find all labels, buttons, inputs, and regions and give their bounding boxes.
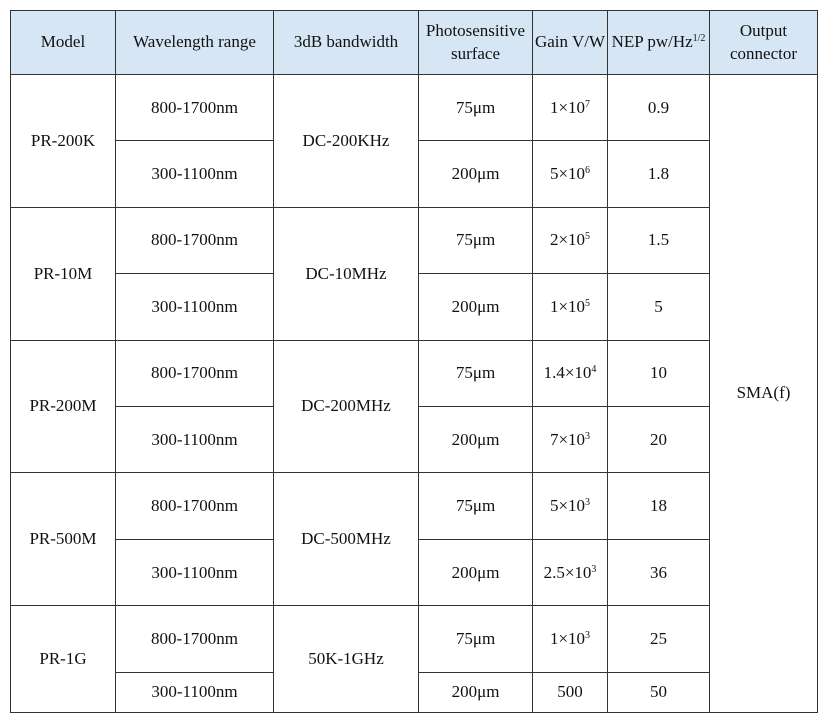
bandwidth-cell: DC-500MHz	[274, 473, 419, 606]
gain-exp: 4	[591, 364, 597, 376]
model-cell: PR-200M	[11, 340, 116, 473]
gain-base: 5×10	[549, 496, 586, 516]
nep-cell: 0.9	[608, 75, 710, 141]
wavelength-cell: 300-1100nm	[116, 407, 274, 473]
gain-cell	[533, 141, 608, 207]
gain-base: 7×10	[549, 429, 586, 449]
surface-cell: 200μm	[419, 407, 533, 473]
gain-cell	[533, 407, 608, 473]
wavelength-cell: 300-1100nm	[116, 274, 274, 340]
bandwidth-cell: DC-200KHz	[274, 75, 419, 208]
table-row	[11, 473, 818, 539]
gain-exp: 3	[585, 629, 591, 641]
wavelength-cell: 800-1700nm	[116, 207, 274, 273]
nep-cell: 5	[608, 274, 710, 340]
wavelength-cell: 800-1700nm	[116, 340, 274, 406]
gain-base: 5×10	[549, 164, 586, 184]
bandwidth-cell: DC-200MHz	[274, 340, 419, 473]
model-cell: PR-10M	[11, 207, 116, 340]
header-row	[11, 11, 818, 75]
gain-base: 1.4×10	[543, 363, 592, 383]
output-connector-cell: SMA(f)	[710, 75, 818, 713]
nep-cell: 25	[608, 606, 710, 672]
gain-exp: 3	[585, 497, 591, 509]
header-nep-base: NEP pw/Hz	[611, 32, 693, 52]
nep-cell: 20	[608, 407, 710, 473]
header-surface: Photosensitive surface	[419, 11, 533, 75]
gain-exp: 5	[585, 231, 591, 243]
gain-base: 2.5×10	[543, 562, 592, 582]
gain-base: 1×10	[549, 296, 586, 316]
nep-cell: 50	[608, 672, 710, 712]
header-nep	[608, 11, 710, 75]
gain-cell	[533, 274, 608, 340]
gain-exp: 7	[585, 98, 591, 110]
wavelength-cell: 800-1700nm	[116, 473, 274, 539]
header-wavelength: Wavelength range	[116, 11, 274, 75]
header-model: Model	[11, 11, 116, 75]
surface-cell: 75μm	[419, 606, 533, 672]
gain-exp: 5	[585, 297, 591, 309]
table-row	[11, 75, 818, 141]
header-output: Output connector	[710, 11, 818, 75]
wavelength-cell: 300-1100nm	[116, 539, 274, 605]
gain-cell	[533, 606, 608, 672]
gain-cell	[533, 672, 608, 712]
header-gain: Gain V/W	[533, 11, 608, 75]
surface-cell: 75μm	[419, 75, 533, 141]
bandwidth-cell: DC-10MHz	[274, 207, 419, 340]
gain-exp: 3	[591, 563, 597, 575]
table-row	[11, 207, 818, 273]
table-row	[11, 340, 818, 406]
gain-cell	[533, 539, 608, 605]
gain-base: 500	[557, 682, 583, 702]
header-nep-sup: 1/2	[692, 33, 706, 45]
model-cell: PR-1G	[11, 606, 116, 713]
surface-cell: 75μm	[419, 473, 533, 539]
nep-cell: 1.5	[608, 207, 710, 273]
surface-cell: 75μm	[419, 207, 533, 273]
gain-cell	[533, 340, 608, 406]
model-cell: PR-200K	[11, 75, 116, 208]
gain-exp: 3	[585, 430, 591, 442]
nep-cell: 18	[608, 473, 710, 539]
surface-cell: 200μm	[419, 539, 533, 605]
spec-table	[10, 10, 818, 713]
bandwidth-cell: 50K-1GHz	[274, 606, 419, 713]
nep-cell: 36	[608, 539, 710, 605]
header-bandwidth: 3dB bandwidth	[274, 11, 419, 75]
surface-cell: 200μm	[419, 672, 533, 712]
gain-base: 1×10	[549, 97, 586, 117]
wavelength-cell: 300-1100nm	[116, 672, 274, 712]
wavelength-cell: 300-1100nm	[116, 141, 274, 207]
gain-exp: 6	[585, 165, 591, 177]
surface-cell: 200μm	[419, 141, 533, 207]
wavelength-cell: 800-1700nm	[116, 75, 274, 141]
surface-cell: 200μm	[419, 274, 533, 340]
wavelength-cell: 800-1700nm	[116, 606, 274, 672]
nep-cell: 1.8	[608, 141, 710, 207]
model-cell: PR-500M	[11, 473, 116, 606]
nep-cell: 10	[608, 340, 710, 406]
gain-cell	[533, 75, 608, 141]
gain-base: 1×10	[549, 628, 586, 648]
surface-cell: 75μm	[419, 340, 533, 406]
gain-cell	[533, 207, 608, 273]
table-row	[11, 606, 818, 672]
gain-cell	[533, 473, 608, 539]
gain-base: 2×10	[549, 230, 586, 250]
